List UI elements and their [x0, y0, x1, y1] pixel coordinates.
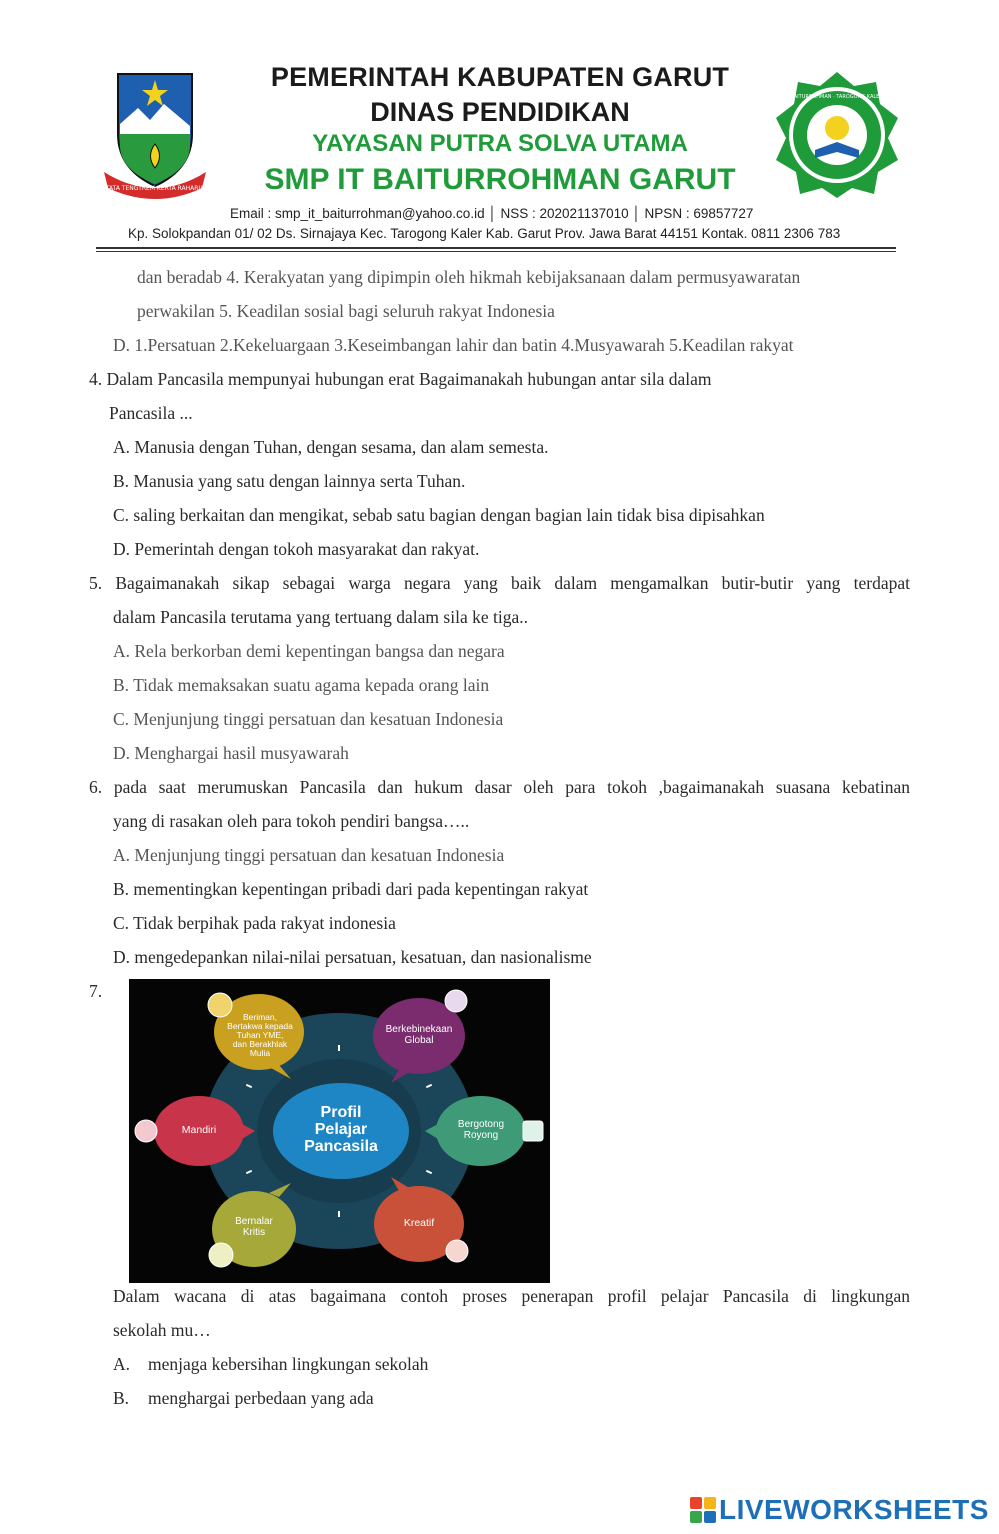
- people-group-icon: [445, 990, 467, 1012]
- q7-option-b-label: B.: [113, 1388, 130, 1408]
- q7-option-a[interactable]: menjaga kebersihan lingkungan sekolah: [148, 1354, 429, 1374]
- q4-option-a[interactable]: A. Manusia dengan Tuhan, dengan sesama, dan alam semesta.: [113, 437, 549, 457]
- school-contact-email: Email : smp_it_baiturrohman@yahoo.co.id │ NSS : 202021137010 │ NPSN : 69857727: [230, 206, 754, 221]
- q7-question-line2: sekolah mu…: [113, 1320, 211, 1340]
- right-logo-text: SMP IT BAITURROHMAN · TAROGONG KALER GARUT: [772, 94, 902, 100]
- q4-question-line1: 4. Dalam Pancasila mempunyai hubungan erat Bagaimanakah hubungan antar sila dalam: [89, 369, 712, 389]
- header-school-name: SMP IT BAITURROHMAN GARUT: [264, 163, 736, 196]
- profil-pelajar-pancasila-figure: [129, 979, 550, 1283]
- letterhead: [0, 0, 999, 260]
- puzzle-icon: [523, 1121, 543, 1141]
- q6-option-a[interactable]: A. Menjunjung tinggi persatuan dan kesatuan Indonesia: [113, 845, 505, 865]
- header-government: PEMERINTAH KABUPATEN GARUT: [270, 62, 730, 92]
- bubble-bernalar-label: Bernalar Kritis: [235, 1216, 273, 1238]
- bubble-mandiri-label: Mandiri: [181, 1124, 217, 1136]
- school-emblem: [770, 68, 904, 200]
- bubble-kreatif-label: Kreatif: [403, 1217, 435, 1229]
- q5-option-d[interactable]: D. Menghargai hasil musyawarah: [113, 743, 349, 763]
- liveworksheets-wordmark: LIVEWORKSHEETS: [719, 1494, 989, 1525]
- q3-continuation-2: perwakilan 5. Keadilan sosial bagi seluruh rakyat Indonesia: [137, 301, 555, 321]
- q7-option-a-label: A.: [113, 1354, 131, 1374]
- q6-question-line2: yang di rasakan oleh para tokoh pendiri bangsa…..: [113, 811, 470, 831]
- liveworksheets-logo[interactable]: [690, 1494, 989, 1526]
- q6-option-b[interactable]: B. mementingkan kepentingan pribadi dari pada kepentingan rakyat: [113, 879, 589, 899]
- liveworksheets-icon: [690, 1497, 716, 1523]
- bubble-gotong-label: Bergotong Royong: [457, 1119, 505, 1141]
- q5-option-c[interactable]: C. Menjunjung tinggi persatuan dan kesatuan Indonesia: [113, 709, 504, 729]
- q3-option-d: D. 1.Persatuan 2.Kekeluargaan 3.Keseimbangan lahir dan batin 4.Musyawarah 5.Keadilan rakyat: [113, 335, 794, 355]
- figure-center-title: Profil Pelajar Pancasila: [304, 1104, 378, 1155]
- q7-option-b[interactable]: menghargai perbedaan yang ada: [148, 1388, 374, 1408]
- q7-question-line1: Dalam wacana di atas bagaimana contoh proses penerapan profil pelajar Pancasila di lingkungan: [113, 1286, 910, 1306]
- bubble-global-label: Berkebinekaan Global: [385, 1024, 453, 1046]
- header-rule: [96, 247, 896, 249]
- bubble-beriman-label: Beriman, Bertakwa kepada Tuhan YME, dan Berakhlak Mulia: [227, 1012, 293, 1058]
- q4-option-b[interactable]: B. Manusia yang satu dengan lainnya serta Tuhan.: [113, 471, 466, 491]
- header-department: DINAS PENDIDIKAN: [370, 97, 630, 127]
- lightbulb-icon: [446, 1240, 468, 1262]
- q7-number: 7.: [89, 981, 103, 1001]
- left-logo-motto: TATA TENGTREM KERTA RAHARJA: [105, 185, 205, 192]
- q4-option-c[interactable]: C. saling berkaitan dan mengikat, sebab satu bagian dengan bagian lain tidak bisa dipisahkan: [113, 505, 765, 525]
- q6-option-d[interactable]: D. mengedepankan nilai-nilai persatuan, kesatuan, dan nasionalisme: [113, 947, 592, 967]
- q5-question-line1: 5. Bagaimanakah sikap sebagai warga negara yang baik dalam mengamalkan butir-butir yang terdapat: [89, 573, 910, 593]
- q5-option-a[interactable]: A. Rela berkorban demi kepentingan bangsa dan negara: [113, 641, 505, 661]
- header-foundation: YAYASAN PUTRA SOLVA UTAMA: [312, 130, 688, 157]
- network-icon: [209, 1243, 233, 1267]
- q3-continuation-1: dan beradab 4. Kerakyatan yang dipimpin oleh hikmah kebijaksanaan dalam permusyawaratan: [137, 267, 801, 287]
- header-rule-thin: [96, 251, 896, 252]
- q6-option-c[interactable]: C. Tidak berpihak pada rakyat indonesia: [113, 913, 396, 933]
- q6-question-line1: 6. pada saat merumuskan Pancasila dan hukum dasar oleh para tokoh ,bagaimanakah suasana kebatinan: [89, 777, 910, 797]
- garut-regency-emblem: [98, 64, 212, 202]
- q4-question-line2: Pancasila ...: [109, 403, 193, 423]
- q5-option-b[interactable]: B. Tidak memaksakan suatu agama kepada orang lain: [113, 675, 490, 695]
- fist-icon: [135, 1120, 157, 1142]
- school-address: Kp. Solokpandan 01/ 02 Ds. Sirnajaya Kec. Tarogong Kaler Kab. Garut Prov. Jawa Barat 44151 Kontak. 0811 2306 783: [128, 226, 841, 241]
- q4-option-d[interactable]: D. Pemerintah dengan tokoh masyarakat dan rakyat.: [113, 539, 480, 559]
- q5-question-line2: dalam Pancasila terutama yang tertuang dalam sila ke tiga..: [113, 607, 528, 627]
